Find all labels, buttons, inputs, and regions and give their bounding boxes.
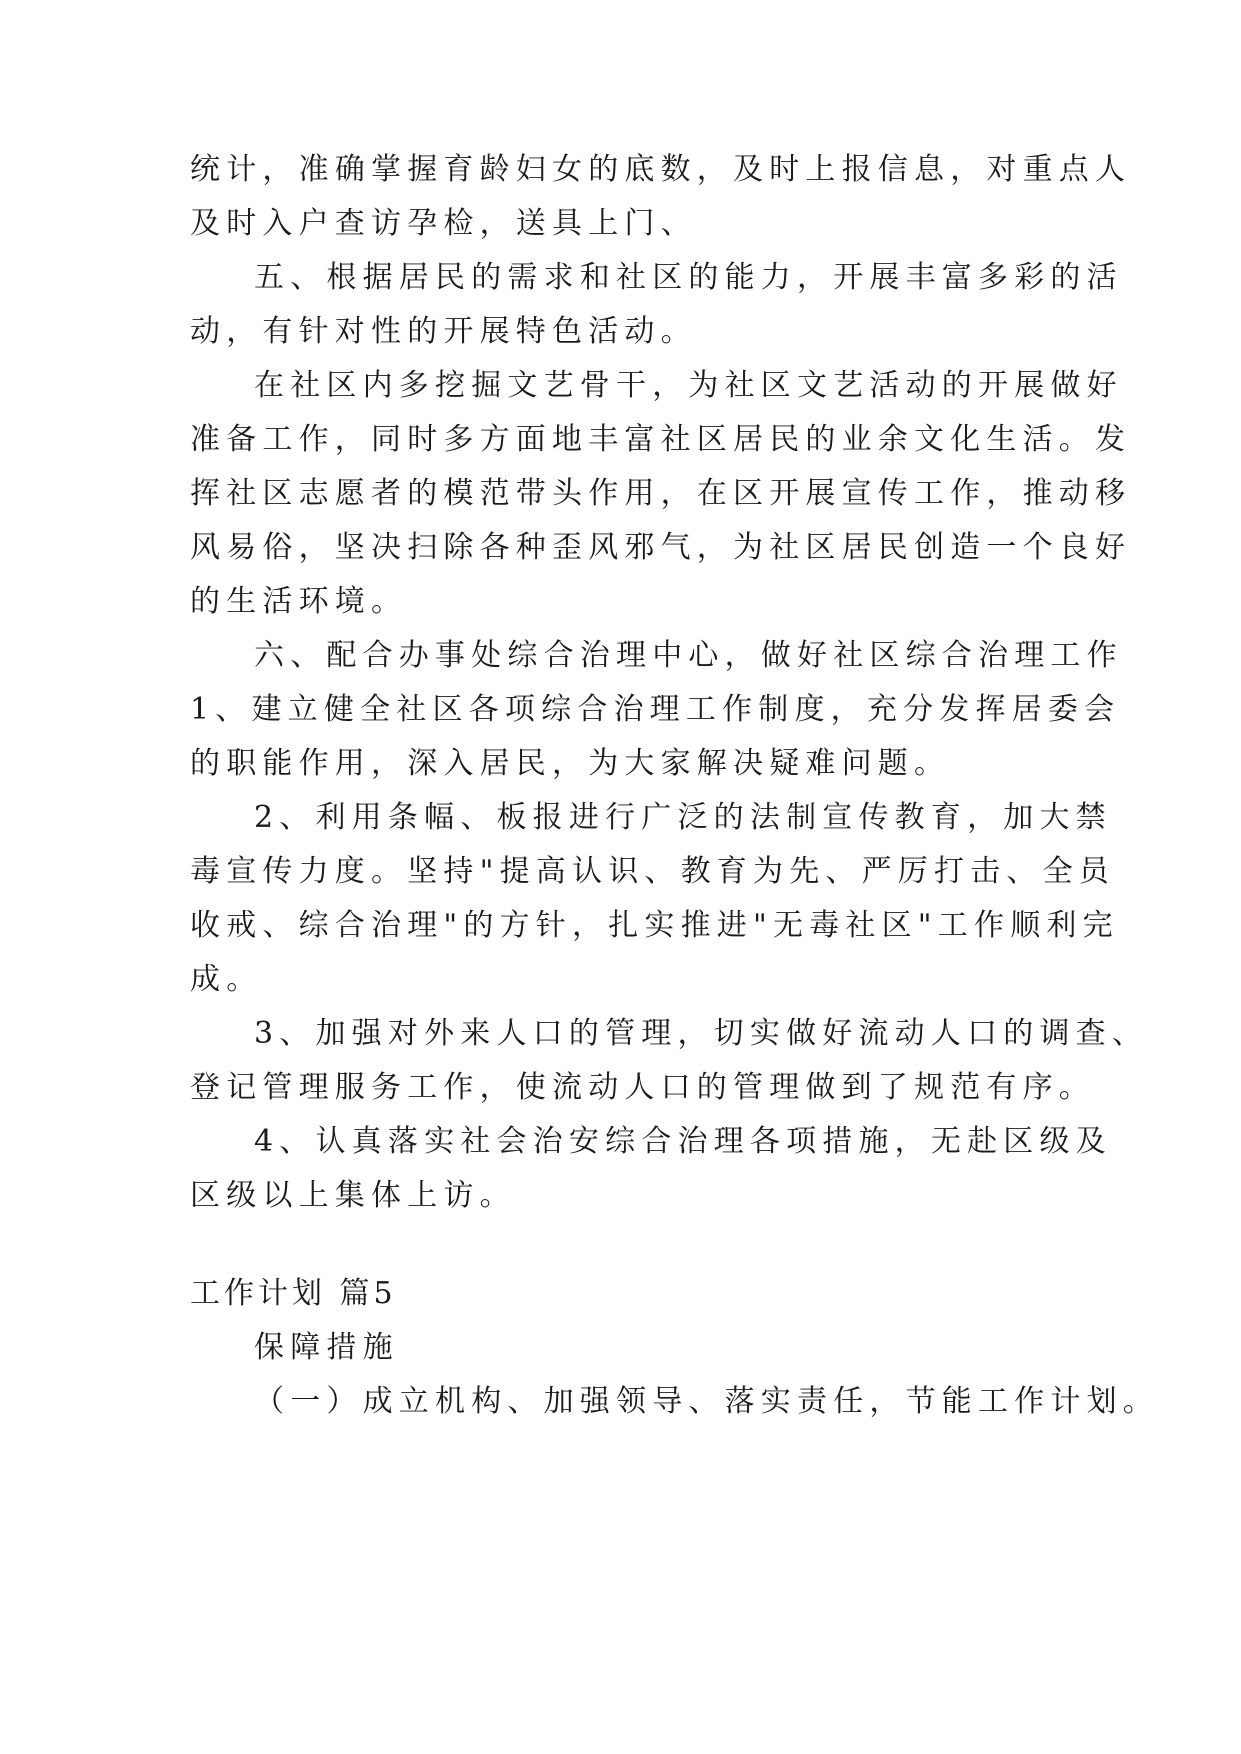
section-heading: 工作计划 篇5	[190, 1276, 397, 1311]
paragraph-line: （一）成立机构、加强领导、落实责任，节能工作计划。	[254, 1384, 1159, 1419]
paragraph-line: 风易俗，坚决扫除各种歪风邪气，为社区居民创造一个良好	[190, 530, 1132, 565]
paragraph-line: 的生活环境。	[190, 584, 408, 619]
paragraph-line: 4、认真落实社会治安综合治理各项措施，无赴区级及	[254, 1124, 1112, 1159]
paragraph-line: 收戒、综合治理"的方针，扎实推进"无毒社区"工作顺利完	[190, 908, 1119, 943]
paragraph-line: 3、加强对外来人口的管理，切实做好流动人口的调查、	[254, 1016, 1149, 1051]
subheading: 保障措施	[254, 1330, 399, 1365]
paragraph-line: 及时入户查访孕检，送具上门、	[190, 206, 697, 241]
paragraph-line: 登记管理服务工作，使流动人口的管理做到了规范有序。	[190, 1070, 1095, 1105]
paragraph-line: 的职能作用，深入居民，为大家解决疑难问题。	[190, 746, 951, 781]
paragraph-line: 准备工作，同时多方面地丰富社区居民的业余文化生活。发	[190, 422, 1132, 457]
paragraph-line: 2、利用条幅、板报进行广泛的法制宣传教育，加大禁	[254, 800, 1112, 835]
paragraph-line: 成。	[190, 962, 263, 997]
paragraph-line: 毒宣传力度。坚持"提高认识、教育为先、严厉打击、全员	[190, 854, 1115, 889]
paragraph-line: 五、根据居民的需求和社区的能力，开展丰富多彩的活	[254, 260, 1123, 295]
paragraph-line: 1、建立健全社区各项综合治理工作制度，充分发挥居委会	[190, 692, 1121, 727]
paragraph-line: 动，有针对性的开展特色活动。	[190, 314, 697, 349]
paragraph-line: 六、配合办事处综合治理中心，做好社区综合治理工作	[254, 638, 1123, 673]
paragraph-line: 挥社区志愿者的模范带头作用，在区开展宣传工作，推动移	[190, 476, 1132, 511]
paragraph-line: 区级以上集体上访。	[190, 1178, 516, 1213]
paragraph-line: 统计，准确掌握育龄妇女的底数，及时上报信息，对重点人	[190, 152, 1132, 187]
paragraph-line: 在社区内多挖掘文艺骨干，为社区文艺活动的开展做好	[254, 368, 1123, 403]
